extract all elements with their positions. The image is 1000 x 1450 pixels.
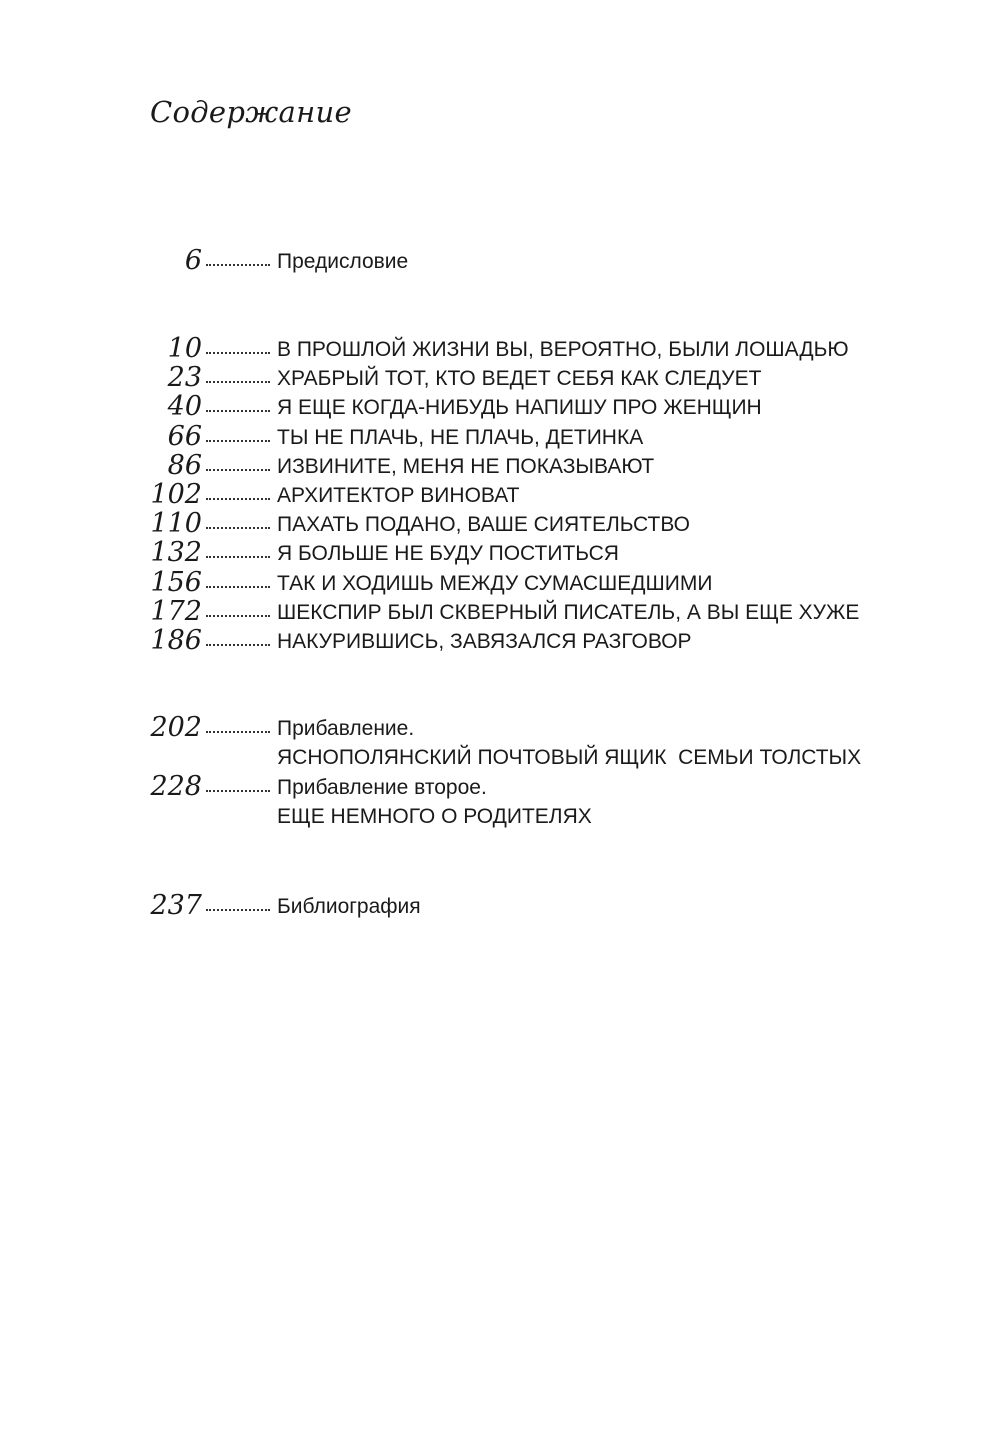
- toc-page-number: 202: [150, 712, 202, 743]
- toc-page-number: 172: [150, 595, 202, 627]
- dot-leader: [206, 909, 270, 911]
- toc-entry-chapter-7[interactable]: [0, 509, 1000, 538]
- page-title: Содержание: [150, 95, 352, 129]
- toc-entry-chapter-2[interactable]: [0, 363, 1000, 392]
- dot-leader: [206, 410, 270, 412]
- toc-entry-title: ШЕКСПИР БЫЛ СКВЕРНЫЙ ПИСАТЕЛЬ, А ВЫ ЕЩЕ ХУЖЕ: [277, 600, 860, 624]
- toc-entry-chapter-10[interactable]: [0, 597, 1000, 626]
- toc-entry-chapter-6[interactable]: [0, 480, 1000, 509]
- toc-page-number: 10: [167, 333, 202, 364]
- toc-page-number: 110: [150, 508, 202, 540]
- toc-entry-title: Библиография: [277, 895, 421, 918]
- dot-leader: [206, 381, 270, 383]
- dot-leader: [206, 644, 270, 646]
- toc-page-number: 40: [167, 391, 202, 423]
- dot-leader: [206, 731, 270, 733]
- toc-entry-title: Предисловие: [277, 250, 409, 273]
- toc-entry-title: ТАК И ХОДИШЬ МЕЖДУ СУМАСШЕДШИМИ: [277, 571, 713, 595]
- toc-page-number: 66: [167, 420, 202, 452]
- toc-entry-bibliography[interactable]: [0, 891, 1000, 920]
- dot-leader: [206, 556, 270, 558]
- toc-entry-chapter-8[interactable]: [0, 538, 1000, 567]
- toc-page-number: 102: [150, 478, 202, 510]
- toc-entry-chapter-3[interactable]: [0, 392, 1000, 421]
- toc-entry-title: Прибавление.: [277, 717, 415, 740]
- toc-entry-preface[interactable]: [0, 246, 1000, 275]
- dot-leader: [206, 352, 270, 354]
- toc-group-chapters: [0, 334, 1000, 655]
- dot-leader: [206, 586, 270, 588]
- toc-page-number: 186: [150, 624, 202, 656]
- toc-entry-chapter-5[interactable]: [0, 451, 1000, 480]
- dot-leader: [206, 615, 270, 617]
- dot-leader: [206, 264, 270, 266]
- dot-leader: [206, 527, 270, 529]
- toc-entry-title: Прибавление второе.: [277, 776, 487, 799]
- dot-leader: [206, 790, 270, 792]
- toc-page-number: 132: [150, 537, 202, 569]
- dot-leader: [206, 498, 270, 500]
- dot-leader: [206, 469, 270, 471]
- toc-entry-chapter-11[interactable]: [0, 626, 1000, 655]
- toc-entry-title: ИЗВИНИТЕ, МЕНЯ НЕ ПОКАЗЫВАЮТ: [277, 454, 655, 478]
- toc-entry-chapter-4[interactable]: [0, 422, 1000, 451]
- toc-entry-chapter-9[interactable]: [0, 568, 1000, 597]
- toc-entry-subtitle: ЕЩЕ НЕМНОГО О РОДИТЕЛЯХ: [277, 805, 592, 828]
- toc-group-preface: [0, 246, 1000, 275]
- toc-entry-subtitle: ЯСНОПОЛЯНСКИЙ ПОЧТОВЫЙ ЯЩИК СЕМЬИ ТОЛСТЫХ: [277, 746, 862, 769]
- toc-page-number: 237: [150, 890, 202, 921]
- toc-entry-appendix-1[interactable]: [0, 713, 1000, 772]
- toc-entry-title: Я ЕЩЕ КОГДА-НИБУДЬ НАПИШУ ПРО ЖЕНЩИН: [277, 396, 762, 420]
- toc-group-bibliography: [0, 891, 1000, 920]
- toc-page-number: 86: [167, 449, 202, 481]
- toc-entry-title: В ПРОШЛОЙ ЖИЗНИ ВЫ, ВЕРОЯТНО, БЫЛИ ЛОШАДЬЮ: [277, 338, 849, 361]
- toc-page-number: 23: [167, 362, 202, 394]
- toc-page-number: 6: [184, 245, 202, 276]
- toc-page-number: 228: [150, 771, 202, 802]
- toc-entry-chapter-1[interactable]: [0, 334, 1000, 363]
- toc-entry-title: ПАХАТЬ ПОДАНО, ВАШЕ СИЯТЕЛЬСТВО: [277, 513, 690, 537]
- toc-entry-title: АРХИТЕКТОР ВИНОВАТ: [277, 483, 520, 507]
- toc-entry-title: НАКУРИВШИСЬ, ЗАВЯЗАЛСЯ РАЗГОВОР: [277, 629, 692, 653]
- toc-entry-title: ХРАБРЫЙ ТОТ, КТО ВЕДЕТ СЕБЯ КАК СЛЕДУЕТ: [277, 367, 762, 391]
- toc-entry-title: ТЫ НЕ ПЛАЧЬ, НЕ ПЛАЧЬ, ДЕТИНКА: [277, 425, 644, 449]
- toc-page-number: 156: [150, 566, 202, 598]
- toc-group-appendices: [0, 713, 1000, 831]
- toc-entry-appendix-2[interactable]: [0, 772, 1000, 831]
- toc-entry-title: Я БОЛЬШЕ НЕ БУДУ ПОСТИТЬСЯ: [277, 542, 619, 566]
- dot-leader: [206, 440, 270, 442]
